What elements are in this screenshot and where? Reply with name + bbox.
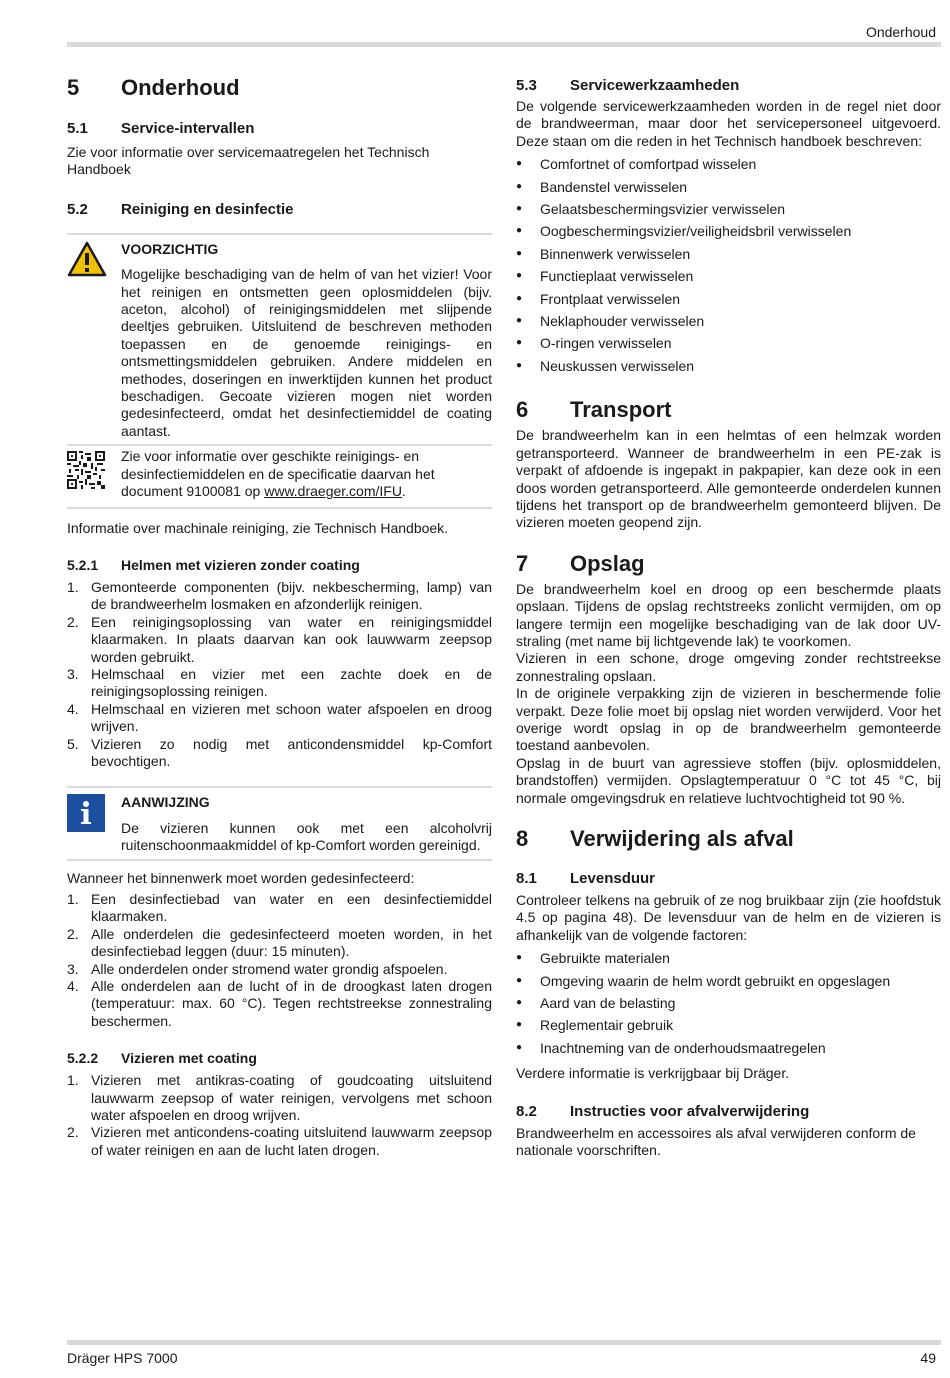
service-work-text: De volgende servicewerkzaamheden worden in de regel niet door de brandweerman, maar door het servicepersoneel uitgevoerd. Deze staan om die reden in het Technisch handboek beschreven: bbox=[516, 98, 941, 149]
section-title: Reiniging en desinfectie bbox=[121, 200, 294, 218]
list-item: ● Gelaatsbeschermingsvizier verwisselen bbox=[516, 198, 941, 220]
step-number: 1. bbox=[67, 578, 79, 595]
list-item: ● O-ringen verwisselen bbox=[516, 332, 941, 354]
section-number: 5.2.2 bbox=[67, 1050, 99, 1067]
section-5-2-2-heading bbox=[67, 1049, 492, 1067]
reference-text-body: Zie voor informatie over geschikte reinigings- en desinfectiemiddelen en de specificatie daarvan het document 9100081 op bbox=[121, 448, 435, 500]
footer-rule bbox=[67, 1340, 941, 1345]
section-number: 7 bbox=[516, 550, 529, 576]
list-item bbox=[67, 1072, 492, 1124]
list-item: ● Gebruikte materialen bbox=[516, 947, 941, 969]
reference-text bbox=[121, 448, 492, 500]
storage-paragraph: Vizieren in een schone, droge omgeving zonder rechtstreekse zonnestraling opslaan. bbox=[516, 650, 941, 684]
footer-product: Dräger HPS 7000 bbox=[67, 1350, 178, 1366]
list-item: ● Inachtneming van de onderhoudsmaatregelen bbox=[516, 1037, 941, 1059]
section-5-3-heading bbox=[516, 76, 941, 95]
section-6-heading bbox=[516, 396, 941, 424]
step-number: 3. bbox=[67, 960, 79, 977]
section-title: Service-intervallen bbox=[121, 120, 255, 137]
step-number: 1. bbox=[67, 1072, 79, 1089]
section-5-2-1-heading bbox=[67, 556, 492, 574]
reference-text-end: . bbox=[401, 483, 406, 500]
list-item: ● Omgeving waarin de helm wordt gebruikt en opgeslagen bbox=[516, 970, 941, 992]
section-8-heading bbox=[516, 825, 941, 853]
step-text: Vizieren zo nodig met anticondensmiddel kp-Comfort bevochtigen. bbox=[91, 735, 492, 769]
step-text: Helmschaal en vizier met een zachte doek en de reinigingsoplossing reinigen. bbox=[91, 665, 492, 700]
section-8-1-heading bbox=[516, 869, 941, 888]
running-header: Onderhoud bbox=[865, 24, 936, 40]
step-text: Alle onderdelen die gedesinfecteerd moeten worden, in het desinfectiebad leggen (duur: 15 minuten). bbox=[91, 925, 492, 960]
list-item: ● Neuskussen verwisselen bbox=[516, 355, 941, 377]
service-interval-text: Zie voor informatie over servicemaatregelen het Technisch Handboek bbox=[67, 144, 430, 178]
list-item: ● Reglementair gebruik bbox=[516, 1014, 941, 1036]
caution-title: VOORZICHTIG bbox=[121, 240, 219, 257]
qr-code-icon bbox=[67, 451, 105, 493]
step-number: 5. bbox=[67, 735, 79, 752]
list-item: ● Comfortnet of comfortpad wisselen bbox=[516, 153, 941, 175]
list-item: ● Binnenwerk verwisselen bbox=[516, 243, 941, 265]
page-number: 49 bbox=[920, 1350, 936, 1366]
section-title: Verwijdering als afval bbox=[570, 826, 794, 851]
step-number: 4. bbox=[67, 978, 79, 995]
section-title: Levensduur bbox=[570, 870, 656, 887]
transport-text: De brandweerhelm kan in een helmtas of een helmzak worden getransporteerd. Wanneer de brandweerhelm in een PE-zak is verpakt of afdoende is ingepakt in pakpapier, kan deze ook in een doos worden getransporteerd. Alle gemonteerde onderdelen kunnen tijdens het transport op de brandweerhelm gemonteerd blijven. De vizieren moeten geopend zijn. bbox=[516, 427, 941, 531]
section-number: 6 bbox=[516, 397, 529, 423]
section-title: Helmen met vizieren zonder coating bbox=[121, 556, 360, 573]
list-item bbox=[67, 926, 492, 961]
storage-paragraph: De brandweerhelm koel en droog op een beschermde plaats opslaan. Tijdens de opslag rechtstreeks zonlicht vermijden, om op langere termijn een mogelijke beschadiging van de lak door UV-straling (met name bij lichtgevende lak) te voorkomen. bbox=[516, 580, 941, 649]
note-notice bbox=[67, 786, 492, 860]
step-text: Helmschaal en vizieren met schoon water afspoelen en droog wrijven. bbox=[91, 700, 492, 735]
section-7-heading bbox=[516, 550, 941, 578]
list-item bbox=[67, 891, 492, 926]
list-item bbox=[67, 666, 492, 701]
section-number: 8.2 bbox=[516, 1102, 537, 1120]
list-item bbox=[67, 579, 492, 614]
list-item bbox=[67, 701, 492, 736]
step-number: 2. bbox=[67, 925, 79, 942]
list-item: ● Functieplaat verwisselen bbox=[516, 265, 941, 287]
disposal-text: Brandweerhelm en accessoires als afval verwijderen conform de nationale voorschriften. bbox=[516, 1124, 916, 1159]
lifetime-text: Controleer telkens na gebruik of ze nog bruikbaar zijn (zie hoofdstuk 4.5 op pagina 48). De levensduur van de helm en de vizieren is afhankelijk van de volgende factoren: bbox=[516, 892, 941, 943]
storage-paragraph: In de originele verpakking zijn de vizieren in beschermende folie verpakt. Deze folie moet bij opslag niet worden verwijderd. Voor het overige wordt opslag in op de brandweerhelm gemonteerde toestand aanbevolen. bbox=[516, 685, 941, 754]
storage-text bbox=[516, 581, 941, 807]
service-work-list bbox=[516, 153, 941, 377]
section-8-2-heading bbox=[516, 1102, 941, 1121]
storage-paragraph: Opslag in de buurt van agressieve stoffen (bijv. oplosmiddelen, brandstoffen) vermijden. Opslagtemperatuur 0 °C tot 45 °C, bij normale omgevingsdruk en relatieve luchtvochtigheid tot 90 %. bbox=[516, 754, 941, 806]
section-number: 8.1 bbox=[516, 870, 537, 887]
caution-notice bbox=[67, 233, 492, 446]
step-number: 2. bbox=[67, 613, 79, 630]
coated-visor-steps-list bbox=[67, 1072, 492, 1159]
note-title: AANWIJZING bbox=[121, 794, 210, 811]
section-number: 8 bbox=[516, 826, 529, 851]
list-item: ● Oogbeschermingsvizier/veiligheidsbril verwisselen bbox=[516, 220, 941, 242]
machine-cleaning-info: Informatie over machinale reiniging, zie Technisch Handboek. bbox=[67, 519, 449, 536]
more-info-text: Verdere informatie is verkrijgbaar bij Dräger. bbox=[516, 1065, 790, 1082]
info-icon bbox=[67, 794, 105, 836]
step-text: Gemonteerde componenten (bijv. nekbescherming, lamp) van de brandweerhelm losmaken en afzonderlijk reinigen. bbox=[91, 578, 492, 613]
step-text: Alle onderdelen onder stromend water grondig afspoelen. bbox=[91, 960, 448, 977]
section-title: Instructies voor afvalverwijdering bbox=[570, 1102, 810, 1120]
disinfect-intro: Wanneer het binnenwerk moet worden gedesinfecteerd: bbox=[67, 869, 415, 886]
step-text: Vizieren met antikras-coating of goudcoating uitsluitend lauwwarm zeepsop of water reinigen, vervolgens met schoon water afspoelen en droog wrijven. bbox=[91, 1072, 492, 1124]
step-text: Vizieren met anticondens-coating uitsluitend lauwwarm zeepsop of water reinigen en aan de lucht laten drogen. bbox=[91, 1124, 492, 1158]
step-text: Een reinigingsoplossing van water en reinigingsmiddel klaarmaken. In plaats daarvan kan ook lauwwarm zeepsop worden gebruikt. bbox=[91, 613, 492, 665]
note-body: De vizieren kunnen ook met een alcoholvrij ruitenschoonmaakmiddel of kp-Comfort worden gereinigd. bbox=[121, 819, 492, 854]
cleaning-steps-list bbox=[67, 579, 492, 770]
lifetime-factors-list bbox=[516, 947, 941, 1059]
list-item bbox=[67, 1124, 492, 1159]
list-item: ● Neklaphouder verwisselen bbox=[516, 310, 941, 332]
list-item: ● Frontplaat verwisselen bbox=[516, 288, 941, 310]
step-number: 3. bbox=[67, 665, 79, 682]
disinfection-steps-list bbox=[67, 891, 492, 1030]
section-title: Vizieren met coating bbox=[121, 1050, 257, 1067]
section-5-heading bbox=[67, 74, 492, 102]
step-text: Alle onderdelen aan de lucht of in de droogkast laten drogen (temperatuur: max. 60 °C). Tegen rechtstreekse zonnestraling beschermen. bbox=[91, 978, 492, 1029]
section-5-1-heading bbox=[67, 119, 492, 138]
step-text: Een desinfectiebad van water en een desinfectiemiddel klaarmaken. bbox=[91, 891, 492, 925]
section-title: Opslag bbox=[570, 550, 645, 576]
list-item: ● Aard van de belasting bbox=[516, 992, 941, 1014]
list-item bbox=[67, 978, 492, 1030]
section-title: Transport bbox=[570, 397, 672, 423]
list-item bbox=[67, 961, 492, 978]
right-column bbox=[516, 72, 941, 1159]
section-number: 5.1 bbox=[67, 120, 88, 137]
step-number: 4. bbox=[67, 700, 79, 717]
section-number: 5.2.1 bbox=[67, 556, 99, 573]
header-rule bbox=[67, 42, 941, 47]
ifu-link[interactable]: www.draeger.com/IFU bbox=[264, 483, 402, 500]
list-item: ● Bandenstel verwisselen bbox=[516, 176, 941, 198]
section-title: Onderhoud bbox=[121, 75, 240, 100]
step-number: 1. bbox=[67, 891, 79, 907]
list-item bbox=[67, 736, 492, 771]
left-column bbox=[67, 72, 492, 1159]
step-number: 2. bbox=[67, 1124, 79, 1141]
list-item bbox=[67, 614, 492, 666]
section-5-2-heading bbox=[67, 200, 492, 219]
warning-triangle-icon bbox=[67, 241, 107, 281]
section-number: 5 bbox=[67, 75, 80, 100]
caution-body: Mogelijke beschadiging van de helm of van het vizier! Voor het reinigen en ontsmetten geen oplosmiddelen (bijv. aceton, alcohol) of reinigingsmiddelen met slijpende deeltjes gebruiken. Uitsluitend de beschreven methoden toepassen en de genoemde reinigings- en ontsmettingsmiddelen gebruiken. Andere middelen en methodes, doseringen en inwerktijden kunnen het product beschadigen. Gecoate vizieren mogen niet worden gedesinfecteerd, omdat het desinfectiemiddel de coating aantast. bbox=[121, 266, 492, 439]
document-reference bbox=[67, 446, 492, 508]
section-number: 5.3 bbox=[516, 77, 537, 94]
section-number: 5.2 bbox=[67, 200, 88, 218]
section-title: Servicewerkzaamheden bbox=[570, 77, 740, 94]
